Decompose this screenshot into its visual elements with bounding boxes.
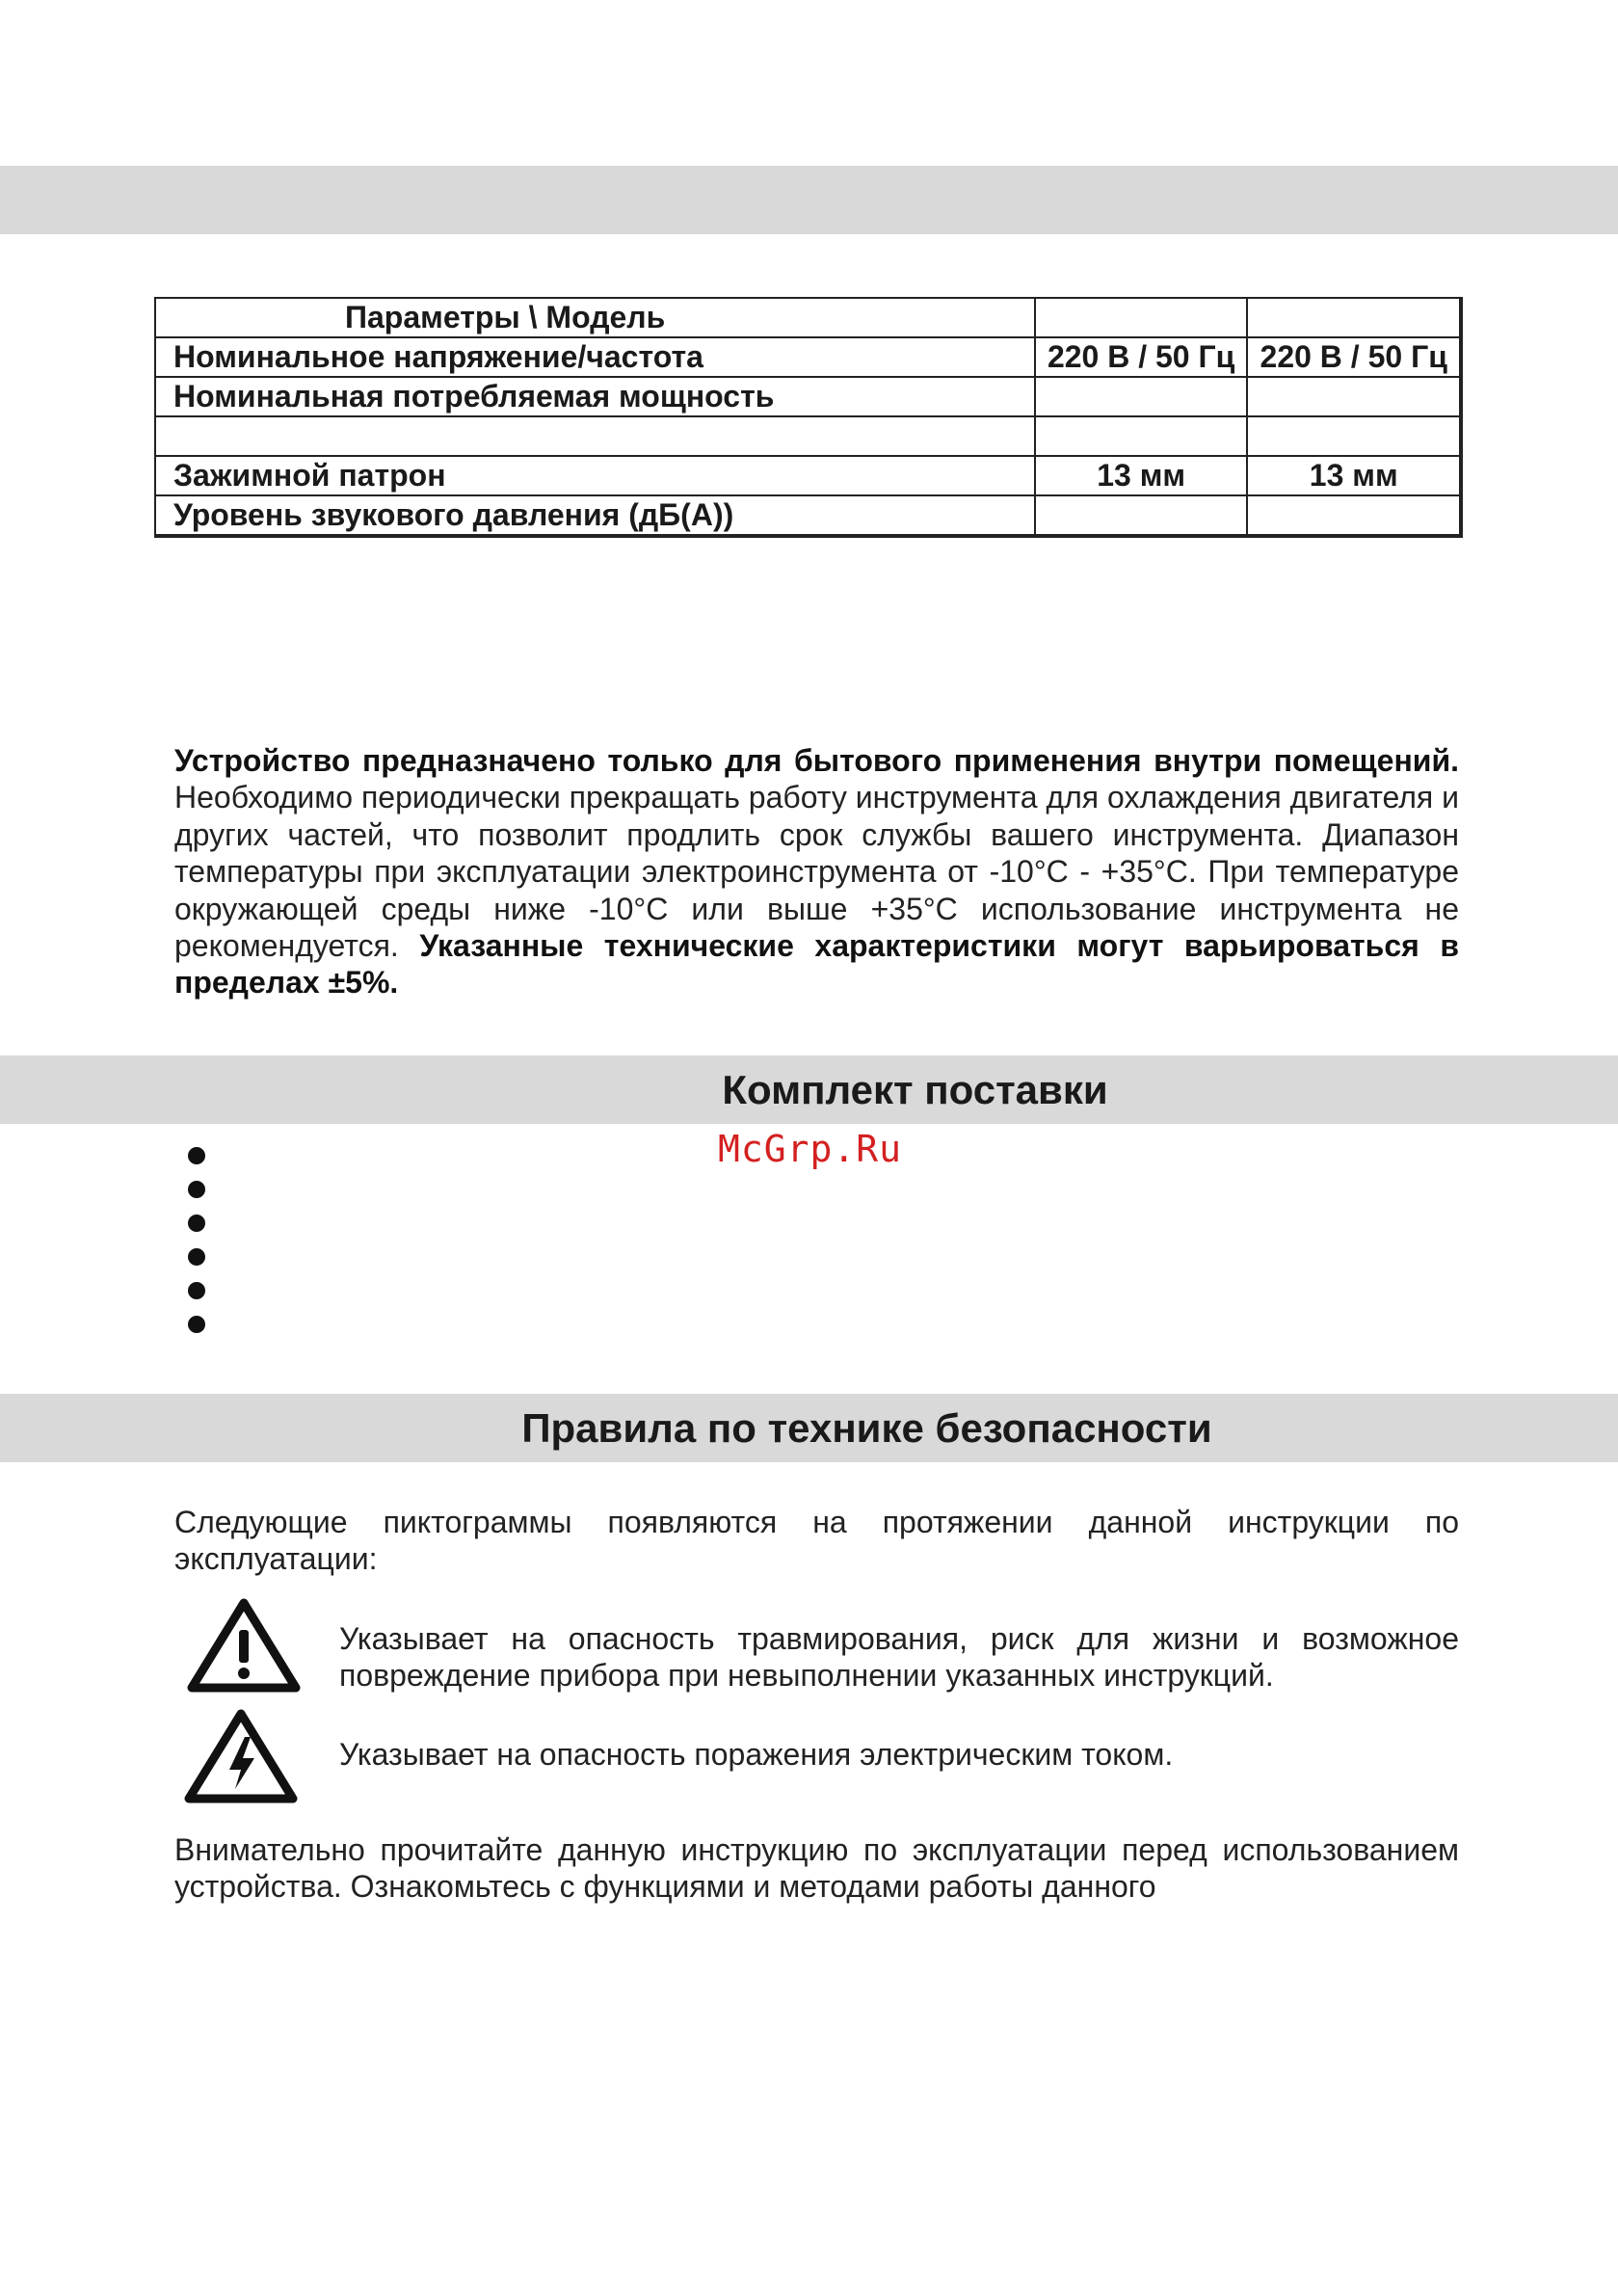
warning-icon-description: Указывает на опасность травмирования, риск для жизни и возможное повреждение прибора при невыполнении указанных инструкций.	[339, 1621, 1459, 1694]
table-cell-model2	[1247, 377, 1461, 416]
table-row	[155, 495, 1461, 536]
table-row	[155, 456, 1461, 495]
table-cell-param: Номинальное напряжение/частота	[155, 337, 1035, 377]
table-cell-model2	[1247, 416, 1461, 456]
table-cell-model2	[1247, 495, 1461, 536]
table-row	[155, 416, 1461, 456]
table-cell-param: Уровень звукового давления (дБ(А))	[155, 495, 1035, 536]
kit-bullet-list	[188, 1147, 205, 1349]
table-cell-model1	[1035, 416, 1248, 456]
table-cell-param: Номинальная потребляемая мощность	[155, 377, 1035, 416]
list-item-bullet	[188, 1181, 205, 1198]
electric-icon-description: Указывает на опасность поражения электрическим током.	[339, 1737, 1174, 1772]
list-item-bullet	[188, 1248, 205, 1266]
table-row	[155, 298, 1461, 337]
list-item-bullet	[188, 1147, 205, 1164]
table-row	[155, 337, 1461, 377]
list-item-bullet	[188, 1282, 205, 1299]
table-cell-param	[155, 416, 1035, 456]
safety-section-title: Правила по технике безопасности	[521, 1405, 1212, 1451]
closing-paragraph: Внимательно прочитайте данную инструкцию по эксплуатации перед использованием устройства. Ознакомьтесь с функциями и методами работы данного	[174, 1832, 1459, 1905]
table-cell-model1: 220 В / 50 Гц	[1035, 337, 1248, 377]
kit-section-band	[0, 1055, 1618, 1124]
exclamation-triangle-icon	[186, 1597, 302, 1694]
table-row	[155, 377, 1461, 416]
top-header-band	[0, 166, 1618, 234]
list-item-bullet	[188, 1316, 205, 1333]
watermark-logo: McGrp.Ru	[718, 1128, 903, 1170]
table-cell-model2: 13 мм	[1247, 456, 1461, 495]
table-cell-model1	[1035, 495, 1248, 536]
usage-bold-note: Указанные технические характеристики могут варьироваться в пределах ±5%.	[174, 928, 1460, 1001]
usage-bold-intro: Устройство предназначено только для бытового применения внутри помещений.	[174, 743, 1459, 778]
safety-section-band	[0, 1394, 1618, 1462]
table-cell-model1	[1035, 377, 1248, 416]
table-cell-model2: 220 В / 50 Гц	[1247, 337, 1461, 377]
table-cell-model1: 13 мм	[1035, 456, 1248, 495]
kit-section-title: Комплект поставки	[722, 1067, 1108, 1112]
spec-table	[154, 297, 1463, 538]
safety-intro: Следующие пиктограммы появляются на протяжении данной инструкции по эксплуатации:	[174, 1505, 1459, 1577]
table-cell-model1	[1035, 298, 1248, 337]
usage-body: Необходимо периодически прекращать работу инструмента для охлаждения двигателя и других частей, что позволит продлить срок службы вашего инструмента. Диапазон температуры при эксплуатации электроинструмента от -10°С - +35°С. При температуре окружающей среды ниже -10°С или выше +35°С использование инструмента не рекомендуется.	[174, 780, 1459, 964]
table-cell-param: Параметры \ Модель	[155, 298, 1035, 337]
table-cell-param: Зажимной патрон	[155, 456, 1035, 495]
lightning-triangle-icon	[183, 1708, 299, 1804]
list-item-bullet	[188, 1215, 205, 1232]
table-cell-model2	[1247, 298, 1461, 337]
usage-paragraph	[174, 742, 1459, 1001]
